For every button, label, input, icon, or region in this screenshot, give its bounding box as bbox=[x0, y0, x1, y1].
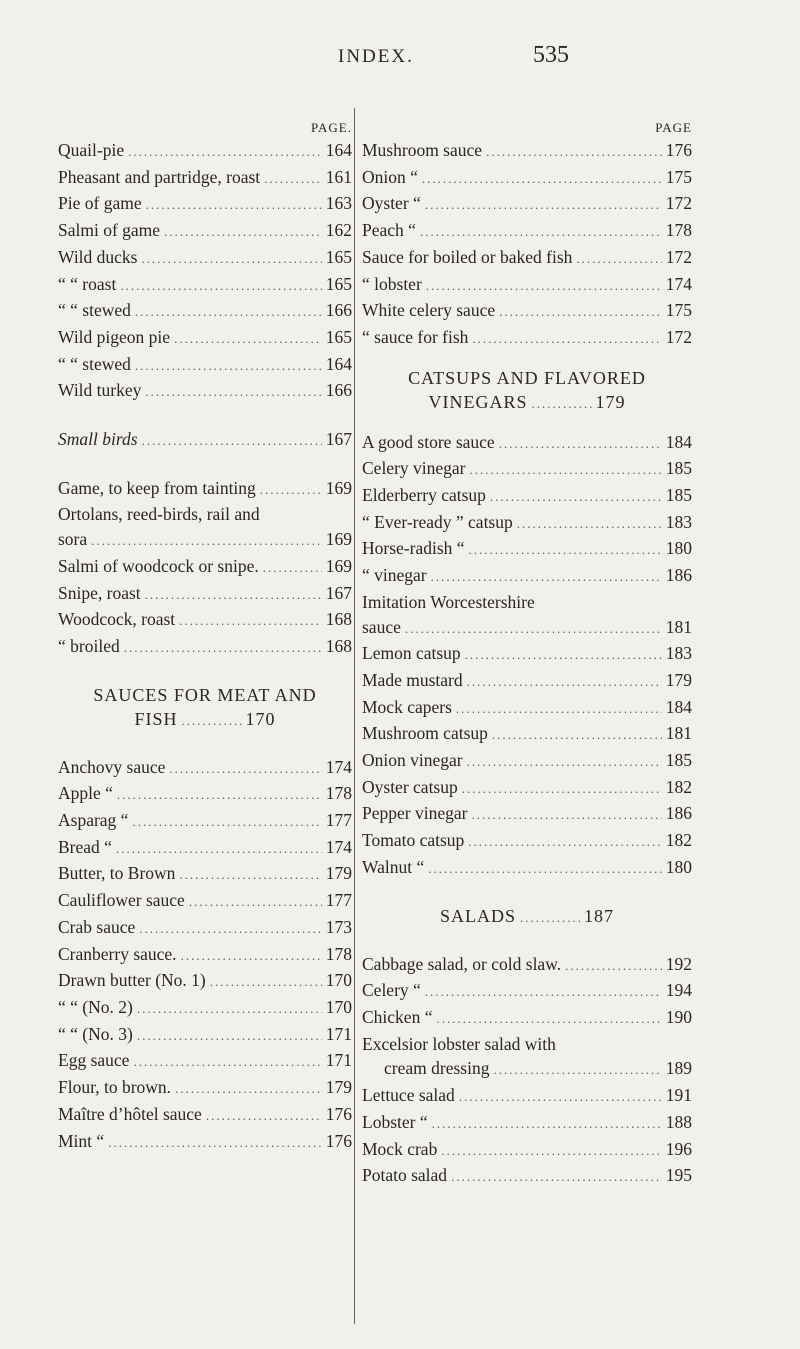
entry-page-number: 192 bbox=[665, 953, 692, 974]
leader-dots bbox=[133, 1050, 321, 1075]
entry-label: Onion “ bbox=[362, 166, 418, 187]
entry-page-number: 173 bbox=[325, 916, 352, 937]
index-entry bbox=[362, 510, 692, 537]
entry-page-number: 183 bbox=[665, 511, 692, 532]
entry-label: A good store sauce bbox=[362, 431, 495, 452]
entry-label: Tomato catsup bbox=[362, 830, 465, 851]
index-entry bbox=[58, 1075, 352, 1102]
index-entry bbox=[58, 1022, 352, 1049]
entry-page-number: 175 bbox=[665, 300, 692, 321]
index-entry bbox=[58, 995, 352, 1022]
index-entry bbox=[362, 668, 692, 695]
leader-dots bbox=[263, 556, 322, 581]
entry-page-number: 181 bbox=[665, 723, 692, 744]
entry-label: Elderberry catsup bbox=[362, 485, 486, 506]
entry-page-number: 174 bbox=[325, 836, 352, 857]
entry-page-number: 178 bbox=[325, 783, 352, 804]
entry-page-number: 180 bbox=[665, 856, 692, 877]
leader-dots bbox=[264, 167, 322, 192]
index-entry bbox=[362, 218, 692, 245]
index-entry bbox=[362, 748, 692, 775]
entry-label: Lobster “ bbox=[362, 1111, 428, 1132]
index-entry bbox=[58, 352, 352, 379]
entry-page-number: 170 bbox=[325, 996, 352, 1017]
index-entry bbox=[58, 1048, 352, 1075]
right-page-heading: PAGE bbox=[655, 120, 692, 135]
leader-dots bbox=[465, 643, 662, 668]
entry-page-number: 185 bbox=[665, 458, 692, 479]
entry-page-number: 180 bbox=[665, 538, 692, 559]
entry-label: Horse-radish “ bbox=[362, 538, 465, 559]
leader-dots bbox=[124, 636, 322, 661]
entry-label: Salmi of woodcock or snipe. bbox=[58, 555, 259, 576]
entry-label: Butter, to Brown bbox=[58, 863, 176, 884]
index-entry bbox=[58, 218, 352, 245]
index-entry bbox=[58, 554, 352, 581]
index-entry bbox=[58, 245, 352, 272]
index-entry-excelsior-cont: cream dressing ..... 189 bbox=[362, 1056, 692, 1083]
index-entry bbox=[58, 607, 352, 634]
entry-label: “ “ stewed bbox=[58, 300, 131, 321]
entry-label: “ “ stewed bbox=[58, 353, 131, 374]
index-entry bbox=[58, 581, 352, 608]
page-header bbox=[0, 36, 800, 76]
entry-page-number: 196 bbox=[665, 1138, 692, 1159]
entry-page-number: 186 bbox=[665, 803, 692, 824]
leader-dots bbox=[189, 890, 322, 915]
index-entry bbox=[58, 191, 352, 218]
left-column bbox=[58, 118, 352, 1155]
entry-page-number: 165 bbox=[325, 246, 352, 267]
entry-page-number: 172 bbox=[665, 246, 692, 267]
entry-label: “ Ever-ready ” catsup bbox=[362, 511, 513, 532]
entry-page-number: 179 bbox=[325, 1077, 352, 1098]
entry-page-number: 177 bbox=[325, 810, 352, 831]
entry-page-number: 167 bbox=[325, 582, 352, 603]
entry-page-number: 179 bbox=[665, 669, 692, 690]
entry-label: Pie of game bbox=[58, 193, 142, 214]
entry-label: Lemon catsup bbox=[362, 643, 461, 664]
entry-page-number: 166 bbox=[325, 300, 352, 321]
entry-page-number: 166 bbox=[325, 380, 352, 401]
leader-dots bbox=[462, 777, 662, 802]
entry-page-number: 162 bbox=[325, 220, 352, 241]
entry-label: Asparag “ bbox=[58, 810, 129, 831]
section-heading-salads: SALADS ..... 187 bbox=[362, 904, 692, 930]
entry-label: Cauliflower sauce bbox=[58, 890, 185, 911]
entry-page-number: 161 bbox=[325, 166, 352, 187]
entry-page-number: 163 bbox=[325, 193, 352, 214]
index-entry bbox=[58, 272, 352, 299]
index-entry bbox=[362, 828, 692, 855]
leader-dots bbox=[431, 565, 662, 590]
leader-dots bbox=[420, 220, 662, 245]
entry-page-number: 178 bbox=[325, 943, 352, 964]
index-entry bbox=[362, 978, 692, 1005]
entry-label: Mushroom catsup bbox=[362, 723, 488, 744]
leader-dots bbox=[179, 609, 322, 634]
entry-label: Crab sauce bbox=[58, 916, 136, 937]
entry-label: “ “ (No. 2) bbox=[58, 996, 133, 1017]
leader-dots bbox=[120, 274, 321, 299]
index-entry bbox=[58, 378, 352, 405]
entry-label: Bread “ bbox=[58, 836, 112, 857]
entry-label: White celery sauce bbox=[362, 300, 496, 321]
index-entry bbox=[58, 781, 352, 808]
index-entry bbox=[362, 245, 692, 272]
index-entry-worcestershire-cont: sauce ..... 181 bbox=[362, 615, 692, 642]
entry-label: Salmi of game bbox=[58, 220, 161, 241]
entry-page-number: 177 bbox=[325, 890, 352, 911]
entry-page-number: 174 bbox=[665, 273, 692, 294]
index-entry bbox=[362, 191, 692, 218]
leader-dots bbox=[467, 750, 662, 775]
index-entry bbox=[362, 1083, 692, 1110]
index-entry bbox=[362, 801, 692, 828]
index-entry bbox=[362, 775, 692, 802]
leader-dots bbox=[425, 980, 662, 1005]
leader-dots bbox=[116, 837, 322, 862]
entry-label: Maître d’hôtel sauce bbox=[58, 1103, 202, 1124]
entry-label: Cabbage salad, or cold slaw. bbox=[362, 953, 562, 974]
entry-label: Mushroom sauce bbox=[362, 140, 483, 160]
entry-page-number: 176 bbox=[665, 140, 692, 160]
entry-label: Made mustard bbox=[362, 669, 463, 690]
entry-page-number: 175 bbox=[665, 166, 692, 187]
left-group1 bbox=[58, 138, 352, 405]
entry-label: Celery “ bbox=[362, 980, 421, 1001]
entry-label: Drawn butter (No. 1) bbox=[58, 970, 206, 991]
leader-dots bbox=[128, 140, 322, 165]
left-page-heading: PAGE. bbox=[310, 120, 352, 135]
entry-page-number: 182 bbox=[665, 830, 692, 851]
leader-dots bbox=[206, 1104, 322, 1129]
entry-page-number: 164 bbox=[325, 353, 352, 374]
leader-dots bbox=[459, 1085, 662, 1110]
index-entry bbox=[362, 536, 692, 563]
entry-label: Chicken “ bbox=[362, 1006, 433, 1027]
entry-page-number: 171 bbox=[325, 1050, 352, 1071]
index-entry bbox=[362, 272, 692, 299]
entry-label: Pepper vinegar bbox=[362, 803, 468, 824]
index-entry bbox=[362, 855, 692, 882]
index-entry bbox=[362, 138, 692, 165]
entry-label: Snipe, roast bbox=[58, 582, 141, 603]
index-entry bbox=[362, 1163, 692, 1190]
column-divider bbox=[354, 108, 355, 1324]
section-heading-sauces: SAUCES FOR MEAT AND FISH ..... 170 bbox=[58, 683, 352, 733]
index-entry-game-tainting: Game, to keep from tainting ..... 169 bbox=[58, 476, 352, 503]
right-group1 bbox=[362, 138, 692, 352]
entry-page-number: 184 bbox=[665, 696, 692, 717]
index-entry-ortolans-cont: sora ..... 169 bbox=[58, 527, 352, 554]
leader-dots bbox=[169, 757, 321, 782]
leader-dots bbox=[117, 783, 322, 808]
index-entry bbox=[58, 835, 352, 862]
leader-dots bbox=[492, 723, 662, 748]
leader-dots bbox=[175, 1077, 322, 1102]
entry-page-number: 179 bbox=[325, 863, 352, 884]
index-entry bbox=[58, 888, 352, 915]
leader-dots bbox=[576, 247, 661, 272]
entry-page-number: 191 bbox=[665, 1085, 692, 1106]
entry-page-number: 168 bbox=[325, 609, 352, 630]
entry-page-number: 188 bbox=[665, 1111, 692, 1132]
leader-dots bbox=[472, 327, 661, 352]
entry-label: “ broiled bbox=[58, 635, 120, 656]
entry-label: Peach “ bbox=[362, 220, 416, 241]
entry-page-number: 190 bbox=[665, 1006, 692, 1027]
entry-page-number: 178 bbox=[665, 220, 692, 241]
entry-label: Flour, to brown. bbox=[58, 1077, 172, 1098]
entry-label: Woodcock, roast bbox=[58, 609, 176, 630]
index-entry bbox=[362, 952, 692, 979]
entry-page-number: 172 bbox=[665, 326, 692, 347]
right-column bbox=[362, 118, 692, 1190]
entry-label: Wild turkey bbox=[58, 380, 142, 401]
leader-dots bbox=[137, 1024, 322, 1049]
index-entry bbox=[362, 1110, 692, 1137]
index-entry-excelsior: Excelsior lobster salad with bbox=[362, 1033, 556, 1054]
index-entry bbox=[362, 695, 692, 722]
leader-dots bbox=[174, 327, 322, 352]
leader-dots bbox=[145, 583, 322, 608]
index-entry bbox=[58, 968, 352, 995]
index-entry bbox=[58, 915, 352, 942]
index-entry bbox=[58, 325, 352, 352]
index-entry bbox=[362, 1137, 692, 1164]
index-entry bbox=[362, 165, 692, 192]
entry-label: Celery vinegar bbox=[362, 458, 466, 479]
entry-page-number: 185 bbox=[665, 485, 692, 506]
right-group3a bbox=[362, 952, 692, 1032]
index-entry bbox=[362, 325, 692, 352]
entry-page-number: 185 bbox=[665, 750, 692, 771]
page-number: 535 bbox=[533, 42, 569, 68]
leader-dots bbox=[422, 167, 662, 192]
entry-label: Sauce for boiled or baked fish bbox=[362, 246, 573, 267]
index-entry bbox=[58, 298, 352, 325]
entry-page-number: 182 bbox=[665, 776, 692, 797]
index-entry bbox=[58, 755, 352, 782]
index-entry bbox=[58, 1102, 352, 1129]
index-entry-ortolans: Ortolans, reed-birds, rail and bbox=[58, 504, 260, 525]
index-entry bbox=[58, 165, 352, 192]
entry-label: Oyster catsup bbox=[362, 776, 458, 797]
leader-dots bbox=[441, 1139, 661, 1164]
leader-dots bbox=[451, 1165, 662, 1190]
entry-label: Wild ducks bbox=[58, 246, 138, 267]
entry-label: Mock capers bbox=[362, 696, 452, 717]
leader-dots bbox=[164, 220, 322, 245]
leader-dots bbox=[181, 944, 322, 969]
entry-label: “ vinegar bbox=[362, 565, 427, 586]
leader-dots bbox=[499, 432, 662, 457]
entry-label: “ lobster bbox=[362, 273, 422, 294]
leader-dots bbox=[468, 830, 661, 855]
leader-dots bbox=[426, 274, 662, 299]
leader-dots bbox=[428, 857, 662, 882]
entry-label: Potato salad bbox=[362, 1165, 448, 1186]
leader-dots bbox=[146, 193, 322, 218]
entry-page-number: 183 bbox=[665, 643, 692, 664]
entry-label: Apple “ bbox=[58, 783, 113, 804]
entry-page-number: 186 bbox=[665, 565, 692, 586]
leader-dots bbox=[432, 1112, 662, 1137]
leader-dots bbox=[135, 300, 322, 325]
index-entry bbox=[362, 298, 692, 325]
right-group2a bbox=[362, 430, 692, 590]
leader-dots bbox=[436, 1007, 661, 1032]
index-title: INDEX. bbox=[338, 46, 414, 67]
entry-label: Egg sauce bbox=[58, 1050, 130, 1071]
entry-page-number: 165 bbox=[325, 326, 352, 347]
entry-page-number: 164 bbox=[325, 140, 352, 160]
entry-label: Wild pigeon pie bbox=[58, 326, 171, 347]
leader-dots bbox=[456, 697, 662, 722]
entry-label: Quail-pie bbox=[58, 140, 125, 160]
entry-page-number: 184 bbox=[665, 431, 692, 452]
index-entry bbox=[58, 808, 352, 835]
right-group3b bbox=[362, 1083, 692, 1190]
entry-page-number: 174 bbox=[325, 756, 352, 777]
leader-dots bbox=[517, 512, 662, 537]
entry-label: Oyster “ bbox=[362, 193, 421, 214]
entry-label: “ sauce for fish bbox=[362, 326, 469, 347]
index-entry bbox=[362, 430, 692, 457]
leader-dots bbox=[210, 970, 322, 995]
leader-dots bbox=[470, 458, 662, 483]
leader-dots bbox=[132, 810, 321, 835]
entry-page-number: 176 bbox=[325, 1130, 352, 1151]
entry-label: “ “ (No. 3) bbox=[58, 1023, 133, 1044]
entry-page-number: 168 bbox=[325, 635, 352, 656]
section-heading-catsups: CATSUPS AND FLAVORED VINEGARS ..... 179 bbox=[362, 366, 692, 416]
entry-label: Anchovy sauce bbox=[58, 756, 166, 777]
leader-dots bbox=[142, 247, 322, 272]
left-group2 bbox=[58, 554, 352, 661]
entry-label: Onion vinegar bbox=[362, 750, 463, 771]
index-entry bbox=[58, 138, 352, 165]
index-entry bbox=[362, 641, 692, 668]
index-entry bbox=[58, 1129, 352, 1156]
right-group2b bbox=[362, 641, 692, 881]
index-entry bbox=[58, 634, 352, 661]
entry-page-number: 170 bbox=[325, 970, 352, 991]
entry-label: Pheasant and partridge, roast bbox=[58, 166, 261, 187]
leader-dots bbox=[179, 863, 321, 888]
entry-page-number: 172 bbox=[665, 193, 692, 214]
leader-dots bbox=[490, 485, 662, 510]
leader-dots bbox=[471, 803, 661, 828]
leader-dots bbox=[108, 1131, 322, 1156]
entry-label: Cranberry sauce. bbox=[58, 943, 177, 964]
entry-label: Walnut “ bbox=[362, 856, 425, 877]
entry-page-number: 194 bbox=[665, 980, 692, 1001]
leader-dots bbox=[565, 954, 662, 979]
index-entry bbox=[58, 942, 352, 969]
leader-dots bbox=[486, 140, 662, 165]
leader-dots bbox=[139, 917, 321, 942]
index-entry-worcestershire: Imitation Worcestershire bbox=[362, 591, 535, 612]
entry-page-number: 195 bbox=[665, 1165, 692, 1186]
entry-label: Mock crab bbox=[362, 1138, 438, 1159]
index-entry bbox=[362, 721, 692, 748]
leader-dots bbox=[135, 354, 322, 379]
leader-dots bbox=[425, 193, 662, 218]
entry-label: “ “ roast bbox=[58, 273, 117, 294]
left-group3 bbox=[58, 755, 352, 1156]
leader-dots bbox=[145, 380, 321, 405]
index-entry bbox=[362, 563, 692, 590]
leader-dots bbox=[467, 670, 662, 695]
entry-page-number: 171 bbox=[325, 1023, 352, 1044]
entry-page-number: 169 bbox=[325, 555, 352, 576]
entry-page-number: 165 bbox=[325, 273, 352, 294]
index-entry-small-birds: Small birds ..... 167 bbox=[58, 427, 352, 454]
index-entry bbox=[362, 483, 692, 510]
index-entry bbox=[362, 1005, 692, 1032]
entry-label: Mint “ bbox=[58, 1130, 105, 1151]
leader-dots bbox=[499, 300, 662, 325]
leader-dots bbox=[469, 538, 662, 563]
leader-dots bbox=[137, 997, 322, 1022]
entry-label: Lettuce salad bbox=[362, 1085, 455, 1106]
index-entry bbox=[58, 861, 352, 888]
index-entry bbox=[362, 456, 692, 483]
entry-page-number: 176 bbox=[325, 1103, 352, 1124]
